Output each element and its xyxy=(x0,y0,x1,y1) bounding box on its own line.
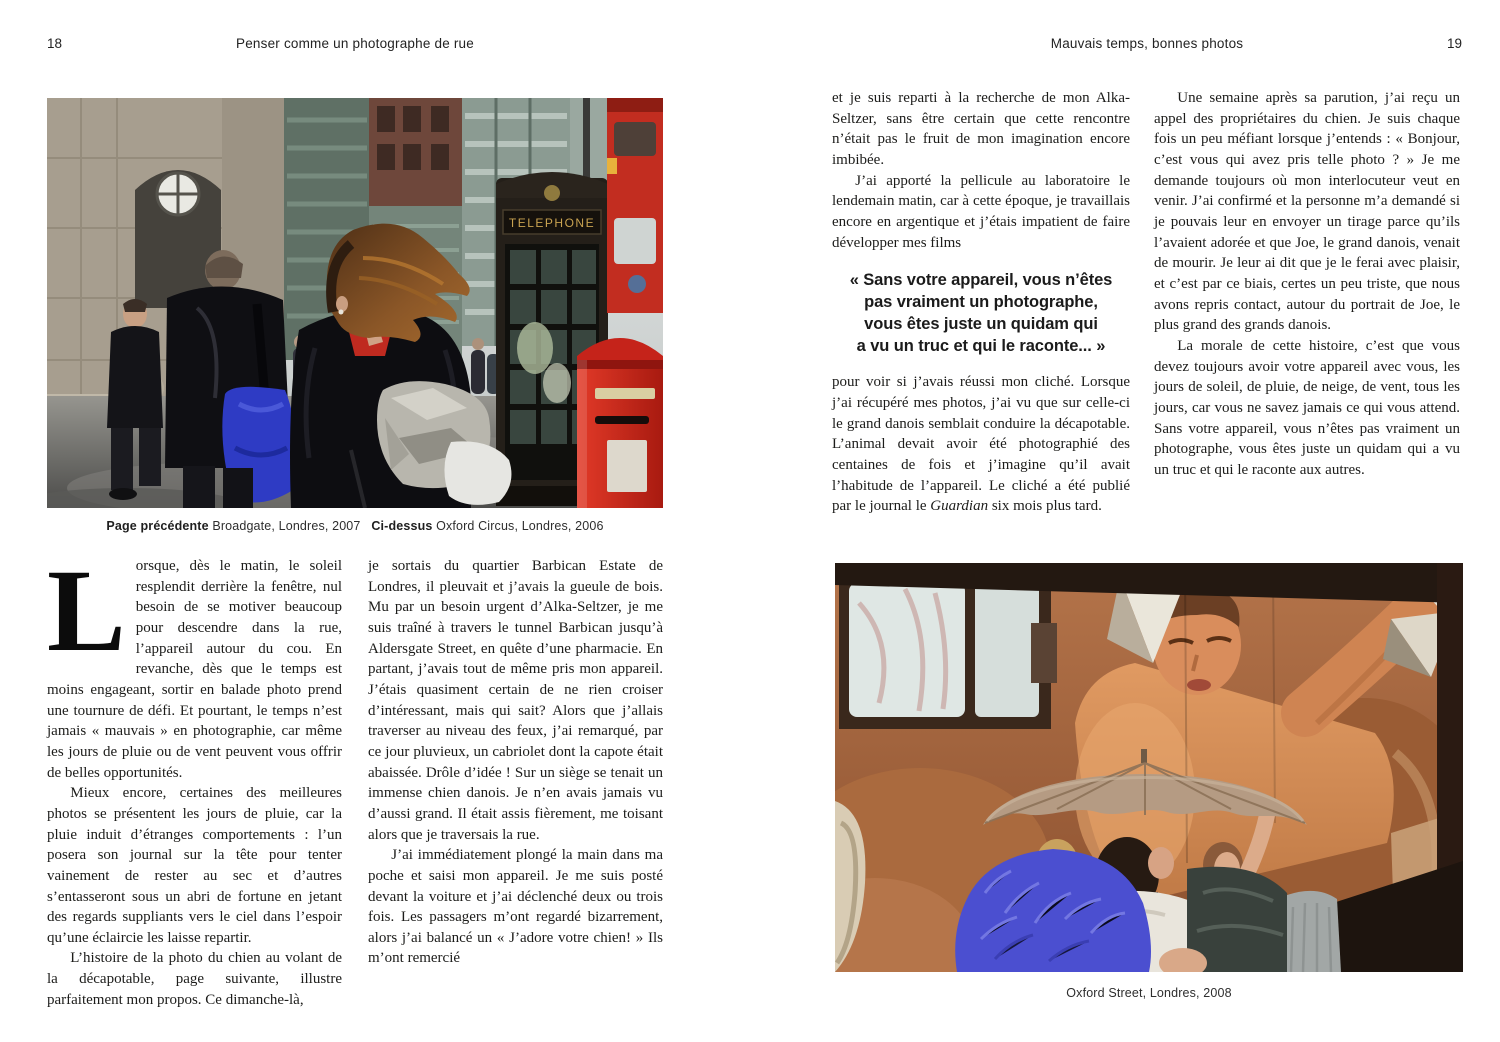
earring xyxy=(339,310,344,315)
drop-cap: L xyxy=(47,545,126,676)
car-windows xyxy=(839,573,1057,729)
pull-quote-line: vous êtes juste un quidam qui xyxy=(864,314,1098,333)
postbox-notice xyxy=(607,440,647,492)
photo-oxford-street xyxy=(835,563,1463,972)
photo-oxford-circus xyxy=(47,98,663,508)
lips xyxy=(1187,679,1211,691)
crown-emblem xyxy=(544,185,560,201)
paragraph: J’ai apporté la pellicule au laboratoire le lendemain matin, car à cette époque, je travaillais encore en argentique et j’étais impatient de faire développer mes films xyxy=(832,172,1130,251)
running-title-right: Mauvais temps, bonnes photos xyxy=(1050,36,1244,51)
paragraph: Mieux encore, certaines des meilleures photos se présentent les jours de pluie, car la pluie induit d’étranges comportements : l’un posera son journal sur la tête pour tenter vainement de rester au sec et d’autres s’entasseront sous un abri de fortune en jetant des regards suppliants vers le ciel dans l’espoir qu’une éclaircie les laisse repartir. xyxy=(47,785,342,946)
paragraph: La morale de cette histoire, c’est que vous devez toujours avoir votre appareil avec vous, les jours de soleil, de pluie, de neige, de vent, tous les jours, car vous ne savez jamais ce qui vous attend. Sans votre appareil, vous n’êtes pas vraiment un photographe, vous êtes juste un quidam qui a vu un truc et qui le raconte aux autres. xyxy=(1154,337,1460,478)
caption-label-previous-page: Page précédente xyxy=(106,519,209,533)
right-page-column-1 xyxy=(832,88,1130,517)
telephone-sign-text: TELEPHONE xyxy=(508,216,596,230)
pull-quote-line: « Sans votre appareil, vous n’êtes xyxy=(849,271,1113,290)
pull-quote xyxy=(832,270,1130,357)
left-page-column-2 xyxy=(368,556,663,969)
flowers-in-box xyxy=(517,322,553,374)
pull-quote-line: a vu un truc et qui le raconte... » xyxy=(856,336,1106,355)
pull-quote-line: pas vraiment un photographe, xyxy=(864,293,1098,312)
caption-label-above: Ci-dessus xyxy=(371,519,433,533)
billboard-scene-illustration xyxy=(835,563,1463,972)
left-page-column-1 xyxy=(47,545,342,1010)
caption-value-above: Oxford Circus, Londres, 2006 xyxy=(432,519,604,533)
street-scene-illustration xyxy=(47,98,663,508)
red-postbox xyxy=(577,338,663,508)
paragraph: et je suis reparti à la recherche de mon Alka-Seltzer, sans être certain que cette rencontre n’était pas le fruit de mon imagination encore imbibée. xyxy=(832,90,1130,168)
postbox-plate xyxy=(595,388,655,399)
paragraph: Une semaine après sa parution, j’ai reçu un appel des propriétaires du chien. Je suis chaque fois un peu méfiant lorsque j’entends : « Bonjour, c’est vous qui avez pris telle photo ? » Je me demande toujours où mon interlocuteur veut en venir. J’ai confirmé et la personne m’a demandé si je pouvais leur en envoyer un tirage parce qu’ils l’avaient adorée et que Joe, le grand danois, venait de mourir. Je leur ai dit que je le ferai avec plaisir, et c’est par ce biais, certes un peu triste, que nous avons repris contact, autour du portrait de Joe, le plus grand des grands danois. xyxy=(1154,90,1460,334)
paragraph: L’histoire de la photo du chien au volant de la décapotable, page suivante, illustre parfaitement mon propos. Ce dimanche-là, xyxy=(47,950,342,1008)
red-bus xyxy=(607,98,663,313)
gray-coat-woman xyxy=(1287,891,1341,972)
caption-photo-2: Oxford Street, Londres, 2008 xyxy=(1066,986,1232,1000)
paragraph: pour voir si j’avais réussi mon cliché. Lorsque j’ai récupéré mes photos, j’ai vu que sur celle-ci le grand danois semblait conduire la décapotable. L’animal devait avoir été photographié des centaines de fois et j’imagine qu’il avait l’habitude de l’appareil. Le cliché a été publié par le journal le Guardian six mois plus tard. xyxy=(832,374,1130,515)
paragraph: je sortais du quartier Barbican Estate de Londres, il pleuvait et j’avais la gueule de bois. Mu par un besoin urgent d’Alka-Seltzer, je me suis traîné à travers le tunnel Barbican jusqu’à Aldersgate Street, en quête d’une pharmacie. En partant, j’avais tout de même pris mon appareil. J’étais quasiment certain de ne rien croiser d’intéressant, mais qui sait? Alors que j’allais traverser au niveau des feux, j’ai remarqué, par ce jour pluvieux, un cabriolet dont la capote était abaissée. Drôle d’idée ! Sur un siège se tenait un immense chien danois. Je n’en avais jamais vu d’aussi grand. Il était assis fièrement, me toisant alors que je traversais la rue. xyxy=(368,558,663,843)
page-number-left: 18 xyxy=(47,36,63,51)
running-title-left: Penser comme un photographe de rue xyxy=(236,36,474,51)
journal-name-italic: Guardian xyxy=(930,498,989,515)
paragraph: J’ai immédiatement plongé la main dans ma poche et saisi mon appareil. Je me suis posté devant la voiture et j’ai déclenché deux ou trois fois. Les passagers m’ont regardé bizarrement, alors j’ai balancé un « J’adore votre chien! » Ils m’ont remercié xyxy=(368,847,663,967)
right-page-column-2 xyxy=(1154,88,1460,480)
caption-photo-1 xyxy=(47,519,663,533)
paragraph: Lorsque, dès le matin, le soleil resplendit derrière la fenêtre, nul besoin de se motiver beaucoup pour descendre dans la rue, l’appareil autour du cou. En revanche, dès que le temps est moins engageant, sortir en balade photo prend une tournure de défi. Et pourtant, le temps n’est jamais « mauvais » en photographie, car même les jours de pluie ou de vent peuvent vous offrir de belles opportunités. xyxy=(47,545,342,781)
postbox-slot xyxy=(595,416,649,424)
page-number-right: 19 xyxy=(1446,36,1462,51)
caption-value-previous-page: Broadgate, Londres, 2007 xyxy=(208,519,361,533)
ear xyxy=(336,296,348,312)
